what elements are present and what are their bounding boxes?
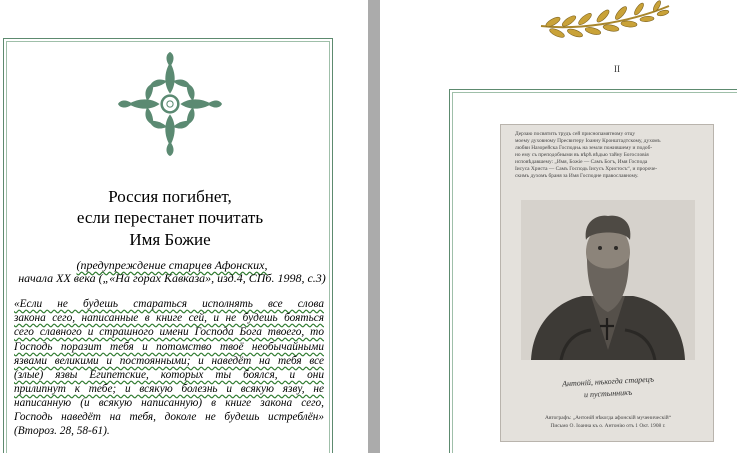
quote-line: «Если не будешь стараться исполнять все слова: [14, 298, 324, 310]
photo-caption-line: Автографъ: „Антоній нѣкогда афонскій мученическій“: [545, 415, 671, 421]
quote-line: прилипнут к тебе; и всякую болезнь и всякую язву, не: [14, 383, 324, 395]
subtitle-line: начала XX века („«На горах Кавказа», изд.4, СПб. 1998, с.3): [18, 271, 326, 285]
dedication-line: любви Назорейска Господнѧ на земли пожившему и подоб-: [515, 145, 653, 151]
right-page: [380, 0, 737, 453]
floral-cross-ornament: [118, 52, 222, 156]
dedication-line: Іисуса Христа — Самъ Господь Іисусъ Христосъ“, и пророче-: [515, 166, 658, 172]
dedication-line: скимъ духомъ браня за Имя Господне православному.: [515, 173, 639, 179]
priest-portrait-image: [521, 200, 695, 360]
quote-line: написанную (и всякую написанную) в книге закона сего,: [14, 397, 324, 409]
dedication-line: моему духовному Пресвитеру Іоанну Кронштадтскому, духомъ: [515, 138, 661, 144]
quote-line: (злые) язвы Египетские, которых ты боялся, и они: [14, 369, 324, 381]
quote-line: закона сего, написанные в книге сей, и не будешь бояться: [14, 312, 324, 324]
quote-line: Господь поразит тебя и потомство твоё необычайными: [14, 341, 324, 353]
quote-line: язвами великими и постоянными; и наведёт на тебя все: [14, 355, 324, 367]
left-page: [0, 0, 368, 453]
handwritten-signature-line: и пустынникъ: [583, 387, 633, 400]
photo-caption-line: Письмо О. Іоанна къ о. Антонію отъ 1 Окт. 1908 г.: [550, 423, 666, 429]
quote-line: (Второз. 28, 58-61).: [14, 425, 110, 437]
page-title-line: если перестанет почитать: [76, 208, 264, 227]
page-title-line: Имя Божие: [129, 230, 211, 249]
scanned-photo-plate: [500, 124, 714, 442]
quote-line: Господь наведёт на тебя, доколе не будешь истреблён»: [14, 411, 324, 423]
quote-line: сего славного и страшного имени Господа Бога твоего, то: [14, 326, 324, 338]
subtitle-line: (предупреждение старцев Афонских,: [76, 258, 268, 272]
dedication-line: Дерзаю посвятить трудъ сей приснопамятному отцу: [515, 131, 636, 137]
dedication-line: но ему съ преподобными въ вѣрѣ вѣдью тайну Богословія: [515, 152, 649, 158]
handwritten-signature-line: Антоній, нѣкогда старецъ: [561, 374, 655, 389]
laurel-branch-ornament: [535, 0, 675, 42]
page-title-line: Россия погибнет,: [108, 187, 232, 206]
page-number: II: [614, 64, 620, 74]
dedication-line: исповѣдавшему: „Имя, Божіе — Самъ Богъ, Имя Господа: [515, 159, 648, 165]
